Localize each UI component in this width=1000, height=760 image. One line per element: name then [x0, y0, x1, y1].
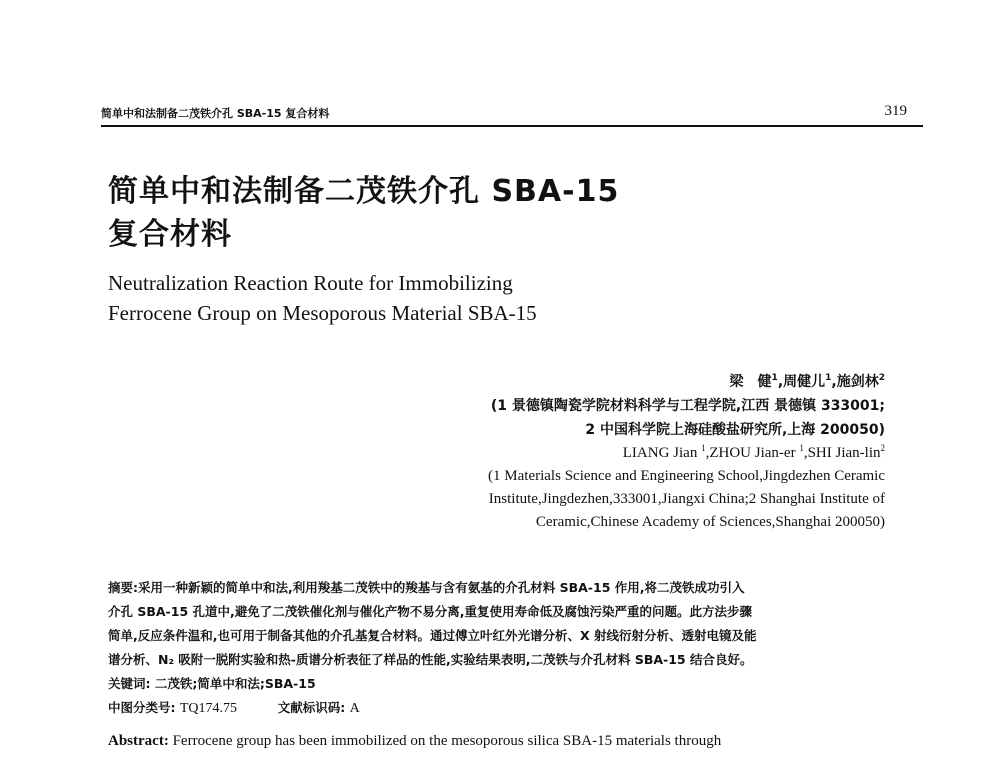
- author-zh-3: 施剑林: [836, 374, 879, 390]
- doc-code-value: A: [349, 701, 360, 716]
- title-chinese: [108, 170, 619, 256]
- title-zh-line1: 简单中和法制备二茂铁介孔 SBA-15: [108, 174, 620, 209]
- author-en-3-affil: 2: [880, 443, 885, 453]
- authors-block: [285, 370, 885, 534]
- abstract-en-text: Ferrocene group has been immobilized on the mesoporous silica SBA-15 materials through: [172, 733, 722, 749]
- affiliation-en-line1: (1 Materials Science and Engineering School,Jingdezhen Ceramic: [488, 468, 885, 484]
- author-zh-2: 周健儿: [783, 374, 826, 390]
- abstract-en-label: Abstract:: [108, 733, 169, 749]
- author-en-3: SHI Jian-lin: [807, 445, 881, 461]
- title-en-line1: Neutralization Reaction Route for Immobilizing: [108, 271, 513, 295]
- abstract-chinese: [108, 576, 888, 672]
- title-english: [108, 268, 537, 328]
- abstract-english: [108, 733, 898, 750]
- affiliation-zh-line2: 2 中国科学院上海硅酸盐研究所,上海 200050): [585, 422, 885, 438]
- author-sep: ,: [803, 445, 808, 461]
- author-en-1-affil: 1: [701, 443, 706, 453]
- keywords-value: 二茂铁;简单中和法;SBA-15: [154, 676, 316, 691]
- page-number: 319: [884, 103, 907, 119]
- running-head: [101, 103, 921, 123]
- running-title: 简单中和法制备二茂铁介孔 SBA-15 复合材料: [101, 107, 330, 120]
- authors-en: [285, 442, 885, 465]
- author-sep: ,: [705, 445, 710, 461]
- affiliation-en-line2: Institute,Jingdezhen,333001,Jiangxi China;2 Shanghai Institute of: [488, 491, 885, 507]
- classification-value: TQ174.75: [179, 701, 238, 716]
- author-sep: ,: [831, 374, 837, 390]
- author-en-1: LIANG Jian: [622, 445, 702, 461]
- affiliation-en-line3: Ceramic,Chinese Academy of Sciences,Shanghai 200050): [535, 514, 885, 530]
- abstract-zh-text-1: 采用一种新颖的简单中和法,利用羧基二茂铁中的羧基与含有氨基的介孔材料 SBA-15 作用,将二茂铁成功引入: [138, 580, 745, 595]
- title-zh-line2: 复合材料: [108, 217, 232, 252]
- abstract-zh-line2: 介孔 SBA-15 孔道中,避免了二茂铁催化剂与催化产物不易分离,重复使用寿命低及腐蚀污染严重的问题。此方法步骤: [108, 604, 752, 619]
- author-zh-1: 梁 健: [729, 374, 772, 390]
- doc-code-label: 文献标识码:: [277, 700, 346, 715]
- abstract-zh-line4: 谱分析、N₂ 吸附一脱附实验和热-质谱分析表征了样品的性能,实验结果表明,二茂铁与介孔材料 SBA-15 结合良好。: [108, 652, 753, 667]
- author-sep: ,: [777, 374, 784, 390]
- affiliation-zh-line1: (1 景德镇陶瓷学院材料科学与工程学院,江西 景德镇 333001;: [490, 398, 885, 414]
- authors-zh: [285, 370, 885, 394]
- author-zh-2-affil: 1: [825, 373, 832, 383]
- keywords-line: [108, 674, 316, 692]
- author-en-2: ZHOU Jian-er: [709, 445, 800, 461]
- abstract-zh-line3: 简单,反应条件温和,也可用于制备其他的介孔基复合材料。通过傅立叶红外光谱分析、X 射线衍射分析、透射电镜及能: [108, 628, 757, 643]
- keywords-label: 关键词:: [108, 676, 151, 691]
- author-zh-3-affil: 2: [878, 373, 885, 383]
- abstract-zh-label: 摘要:: [108, 580, 138, 595]
- author-en-2-affil: 1: [799, 443, 804, 453]
- classification-label: 中图分类号:: [108, 700, 176, 715]
- title-en-line2: Ferrocene Group on Mesoporous Material SBA-15: [108, 301, 537, 325]
- classification-line: [108, 698, 360, 717]
- abstract-zh-line1: [108, 576, 888, 600]
- header-rule: [101, 125, 923, 127]
- author-zh-1-affil: 1: [771, 373, 778, 383]
